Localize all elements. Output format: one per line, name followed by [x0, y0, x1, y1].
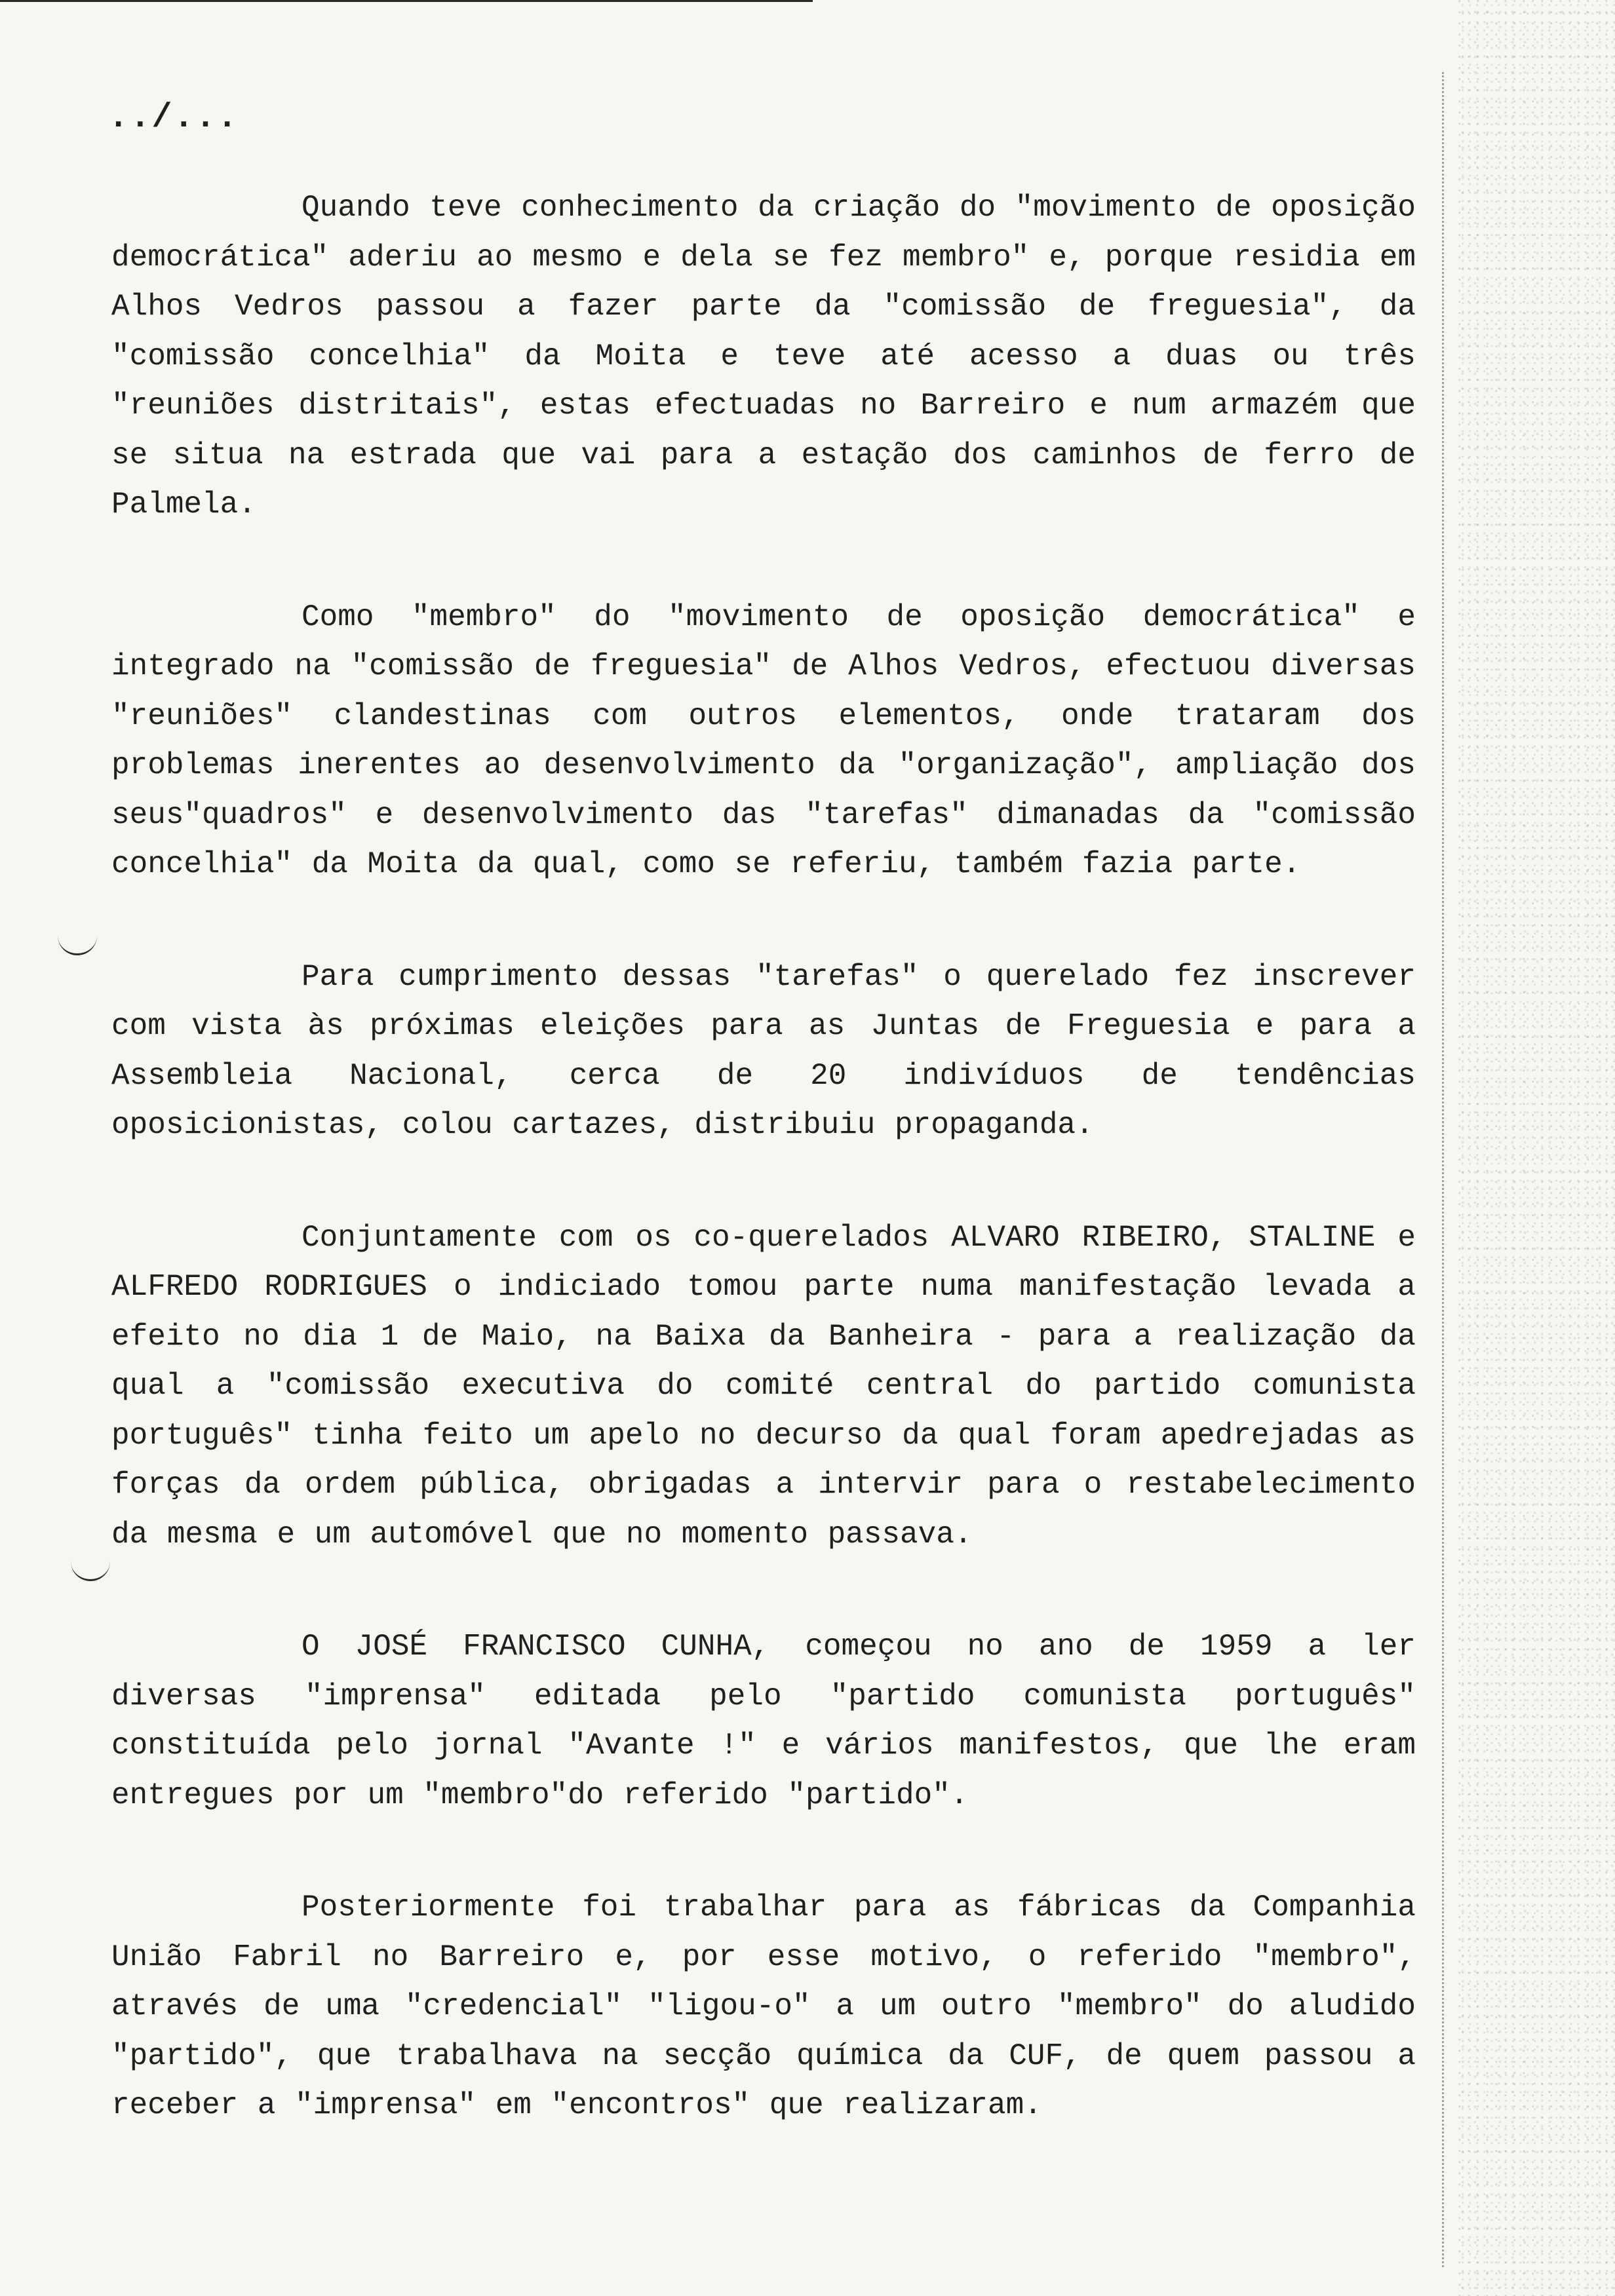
margin-check-mark — [71, 1553, 110, 1581]
paragraph: Quando teve conhecimento da criação do "movimento de oposição democrática" aderiu ao mesmo e dela se fez membro" e, porque residia em Alhos Vedros passou a fazer parte da "comissão de freguesia", da "comissão concelhia" da Moita e teve até acesso a duas ou três "reuniões distritais", estas efectuadas no Barreiro e num armazém que se situa na estrada que vai para a estação dos caminhos de ferro de Palmela. — [111, 191, 1416, 522]
paragraph: Para cumprimento dessas "tarefas" o querelado fez inscrever com vista às próximas eleições para as Juntas de Freguesia e para a Assembleia Nacional, cerca de 20 indivíduos de tendências oposicionistas, colou cartazes, distribuiu propaganda. — [111, 959, 1416, 1142]
page-continuation-marker: ../... — [108, 98, 239, 137]
scan-noise-band — [1458, 0, 1615, 2296]
margin-dotted-line — [1442, 72, 1444, 2267]
top-rule — [0, 0, 813, 2]
margin-check-mark — [58, 927, 97, 955]
paragraph: Como "membro" do "movimento de oposição democrática" e integrado na "comissão de freguesia" de Alhos Vedros, efectuou diversas "reuniões" clandestinas com outros elementos, onde trataram dos problemas inerentes ao desenvolvimento da "organização", ampliação dos seus"quadros" e desenvolvimento das "tarefas" dimanadas da "comissão concelhia" da Moita da qual, como se referiu, também fazia parte. — [111, 600, 1416, 881]
document-body — [111, 183, 1416, 2194]
paragraph: Conjuntamente com os co-querelados ALVARO RIBEIRO, STALINE e ALFREDO RODRIGUES o indiciado tomou parte numa manifestação levada a efeito no dia 1 de Maio, na Baixa da Banheira - para a realização da qual a "comissão executiva do comité central do partido comunista português" tinha feito um apelo no decurso da qual foram apedrejadas as forças da ordem pública, obrigadas a intervir para o restabelecimento da mesma e um automóvel que no momento passava. — [111, 1220, 1416, 1552]
paragraph: O JOSÉ FRANCISCO CUNHA, começou no ano de 1959 a ler diversas "imprensa" editada pelo "partido comunista português" constituída pelo jornal "Avante !" e vários manifestos, que lhe eram entregues por um "membro"do referido "partido". — [111, 1630, 1416, 1812]
paragraph: Posteriormente foi trabalhar para as fábricas da Companhia União Fabril no Barreiro e, por esse motivo, o referido "membro", através de uma "credencial" "ligou-o" a um outro "membro" do aludido "partido", que trabalhava na secção química da CUF, de quem passou a receber a "imprensa" em "encontros" que realizaram. — [111, 1890, 1416, 2122]
